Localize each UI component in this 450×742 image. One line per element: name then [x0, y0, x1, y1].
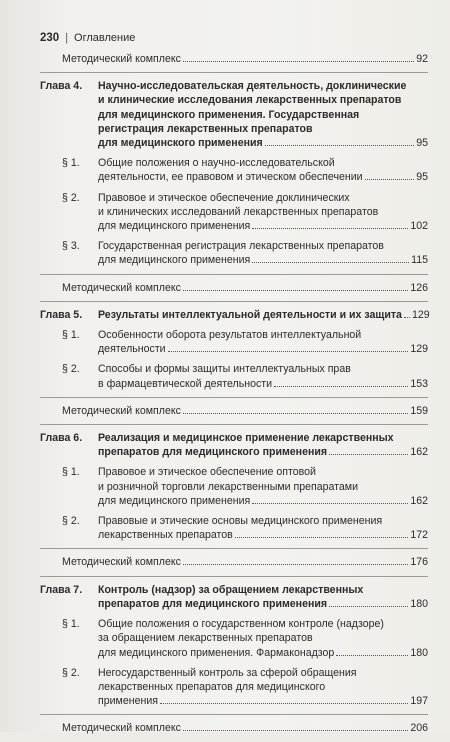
section-label: § 3. [62, 240, 80, 253]
chapter-label: Глава 5. [40, 308, 83, 321]
toc-methodical-complex [40, 52, 428, 66]
toc-text-line: Реализация и медицинское применение лекарственных [98, 432, 394, 445]
toc-text-line: для медицинского применения [98, 137, 263, 150]
toc-text-line: Государственная регистрация лекарственных препаратов [98, 240, 384, 253]
toc-chapter-6 [40, 431, 428, 459]
toc-text-line: Общие положения о государственном контроле (надзоре) [98, 618, 384, 631]
toc-page-number: 126 [410, 281, 428, 294]
header-separator: | [65, 32, 69, 44]
toc-text-line: за обращением лекарственных препаратов [98, 632, 313, 645]
toc-page-number: 162 [410, 494, 428, 507]
section-label: § 2. [62, 515, 80, 528]
toc-methodical-complex [40, 404, 428, 418]
toc-text-line: препаратов для медицинского применения [98, 446, 328, 459]
divider [40, 548, 428, 549]
toc-page-number: 176 [410, 556, 428, 569]
toc-page-number: 153 [410, 377, 428, 390]
toc-page-number: 159 [410, 404, 428, 417]
toc-section-5-1 [40, 328, 428, 356]
toc-text-line: для медицинского применения [98, 494, 251, 507]
toc-page-number: 206 [410, 722, 428, 735]
divider [40, 714, 428, 715]
divider [40, 274, 428, 275]
toc-page-number: 129 [411, 308, 430, 321]
toc-text-line: и клинические исследования лекарственных препаратов [98, 94, 402, 107]
toc-text-line: Правовые и этические основы медицинского применения [98, 515, 383, 528]
section-label: § 1. [62, 466, 80, 479]
divider [40, 397, 428, 398]
chapter-label: Глава 6. [40, 432, 83, 445]
toc-text-line: для медицинского применения. Фармаконадзор [98, 646, 335, 659]
toc-page-number: 95 [416, 137, 428, 150]
toc-chapter-4 [40, 79, 428, 150]
toc-page-number: 180 [410, 646, 428, 659]
toc-text-line: Методический комплекс [62, 556, 181, 569]
toc-section-4-1 [40, 156, 428, 184]
toc-section-7-1 [40, 617, 428, 660]
toc-text-line: Особенности оборота результатов интеллектуальной [98, 329, 362, 342]
toc-section-6-1 [40, 465, 428, 508]
toc-methodical-complex [40, 281, 428, 295]
divider [40, 72, 428, 73]
toc-page-number: 172 [410, 529, 428, 542]
divider [40, 424, 428, 425]
toc-chapter-7 [40, 583, 428, 611]
toc-text-line: и розничной торговли лекарственными препаратами [98, 480, 358, 493]
toc-text-line: для медицинского применения [98, 254, 251, 267]
toc-section-4-3 [40, 239, 428, 267]
section-label: § 2. [62, 191, 80, 204]
toc-text-line: и клинических исследований лекарственных препаратов [98, 205, 379, 218]
toc-section-5-2 [40, 362, 428, 390]
toc-page-number: 162 [410, 446, 428, 459]
toc-text-line: Методический комплекс [62, 404, 181, 417]
divider [40, 301, 428, 302]
toc-text-line: Общие положения о научно-исследовательской [98, 157, 335, 170]
toc-text-line: деятельности [98, 343, 166, 356]
toc-text-line: Контроль (надзор) за обращением лекарственных [98, 583, 364, 596]
toc-text-line: Правовое и этическое обеспечение доклинических [98, 191, 350, 204]
toc-methodical-complex [40, 721, 428, 735]
chapter-label: Глава 7. [40, 583, 83, 596]
toc-text-line: Правовое и этическое обеспечение оптовой [98, 466, 316, 479]
section-label: § 2. [62, 363, 80, 376]
toc-section-4-2 [40, 191, 428, 234]
page-number: 230 [40, 32, 60, 44]
toc-text-line: Результаты интеллектуальной деятельности и их защита [98, 308, 402, 321]
toc-section-7-2 [40, 666, 428, 709]
toc-text-line: Методический комплекс [62, 53, 181, 65]
toc-text-line: для медицинского применения [98, 220, 251, 233]
table-of-contents [40, 52, 428, 742]
toc-page-number: 102 [410, 220, 428, 233]
section-label: § 1. [62, 618, 80, 631]
toc-chapter-5 [40, 308, 428, 322]
section-label: § 1. [62, 157, 80, 170]
section-label: § 2. [62, 666, 80, 679]
toc-page-number: 92 [416, 53, 428, 65]
toc-section-6-2 [40, 514, 428, 542]
toc-methodical-complex [40, 555, 428, 569]
toc-page-number: 197 [410, 695, 428, 708]
toc-page-number: 115 [411, 254, 428, 267]
header-title: Оглавление [74, 32, 136, 44]
toc-text-line: Научно-исследовательская деятельность, доклинические [98, 80, 407, 93]
toc-page-number: 180 [410, 597, 428, 610]
section-label: § 1. [62, 329, 80, 342]
toc-text-line: применения [98, 695, 158, 708]
toc-text-line: Негосударственный контроль за сферой обращения [98, 666, 357, 679]
divider [40, 576, 428, 577]
toc-text-line: в фармацевтической деятельности [98, 377, 273, 390]
toc-text-line: Методический комплекс [62, 722, 181, 735]
toc-text-line: для медицинского применения. Государственная [98, 108, 360, 121]
toc-page-number: 95 [416, 171, 428, 184]
toc-text-line: регистрация лекарственных препаратов [98, 122, 313, 135]
toc-text-line: деятельности, ее правовом и этическом обеспечении [98, 171, 363, 184]
toc-page-number: 129 [410, 343, 428, 356]
running-header [40, 30, 430, 46]
toc-text-line: лекарственных препаратов для медицинского [98, 680, 326, 693]
toc-text-line: Способы и формы защиты интеллектуальных прав [98, 363, 351, 376]
chapter-label: Глава 4. [40, 80, 83, 93]
toc-text-line: препаратов для медицинского применения [98, 597, 328, 610]
toc-text-line: Методический комплекс [62, 281, 181, 294]
toc-text-line: лекарственных препаратов [98, 529, 233, 542]
